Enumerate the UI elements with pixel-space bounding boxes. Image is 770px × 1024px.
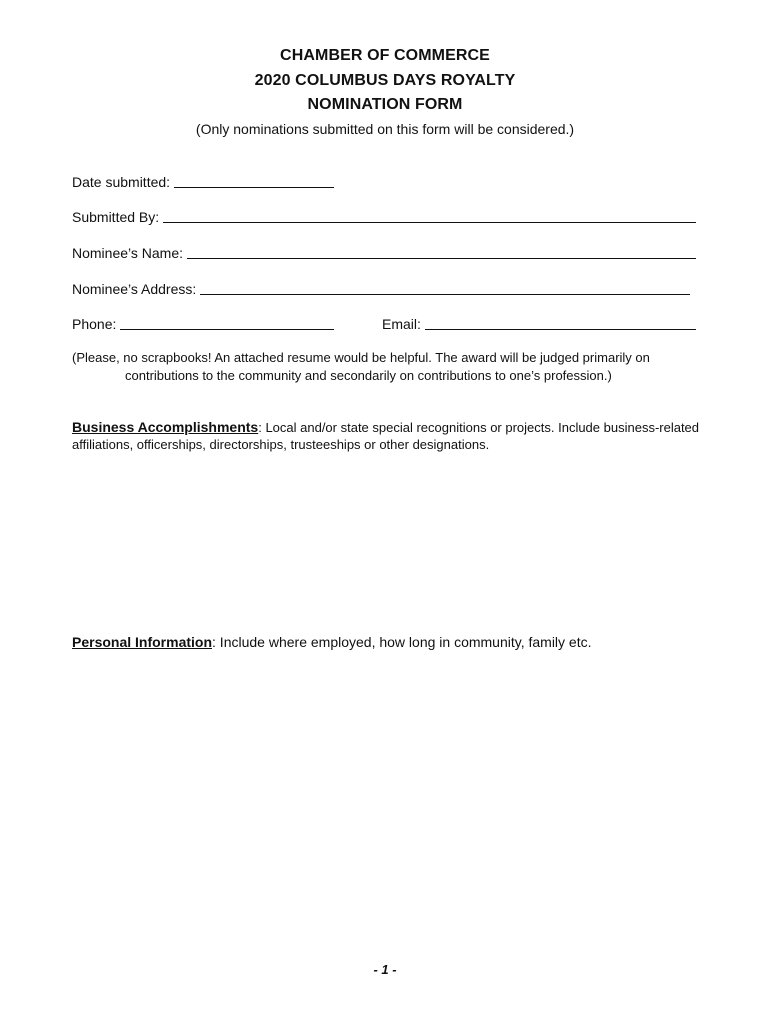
nominee-name-label: Nominee’s Name: bbox=[72, 245, 184, 261]
business-accomplishments-section bbox=[72, 419, 712, 453]
page-number: - 1 - bbox=[373, 962, 397, 977]
note-line-2: contributions to the community and secondarily on contributions to one’s profession.) bbox=[125, 368, 612, 383]
business-accomplishments-heading: Business Accomplishments bbox=[72, 419, 259, 435]
email-row bbox=[382, 314, 696, 332]
date-submitted-row bbox=[72, 172, 334, 190]
phone-row bbox=[72, 314, 334, 332]
personal-information-text: : Include where employed, how long in community, family etc. bbox=[212, 634, 592, 650]
date-submitted-field[interactable] bbox=[174, 172, 334, 188]
note-line-1: (Please, no scrapbooks! An attached resume would be helpful. The award will be judged primarily on bbox=[72, 350, 650, 365]
submitted-by-row bbox=[72, 207, 696, 225]
submitted-by-field[interactable] bbox=[163, 207, 696, 223]
business-accomplishments-text: : Local and/or state special recognitions or projects. Include business-related affiliations, officerships, directorships, trusteeships or other designations. bbox=[72, 420, 700, 452]
nominee-name-field[interactable] bbox=[187, 243, 696, 259]
event-title: 2020 COLUMBUS DAYS ROYALTY bbox=[254, 72, 516, 89]
email-label: Email: bbox=[382, 316, 421, 332]
personal-information-heading: Personal Information bbox=[72, 634, 213, 650]
form-subtitle: (Only nominations submitted on this form will be considered.) bbox=[195, 121, 575, 137]
submission-note bbox=[72, 349, 712, 385]
email-field[interactable] bbox=[425, 314, 696, 330]
form-title: NOMINATION FORM bbox=[307, 96, 463, 113]
nominee-address-label: Nominee’s Address: bbox=[72, 281, 197, 297]
nominee-address-field[interactable] bbox=[200, 279, 690, 295]
personal-information-section bbox=[72, 634, 712, 651]
phone-label: Phone: bbox=[72, 316, 117, 332]
submitted-by-label: Submitted By: bbox=[72, 209, 160, 225]
nominee-name-row bbox=[72, 243, 696, 261]
date-submitted-label: Date submitted: bbox=[72, 174, 171, 190]
nominee-address-row bbox=[72, 279, 690, 297]
phone-field[interactable] bbox=[120, 314, 334, 330]
org-title: CHAMBER OF COMMERCE bbox=[280, 47, 490, 64]
